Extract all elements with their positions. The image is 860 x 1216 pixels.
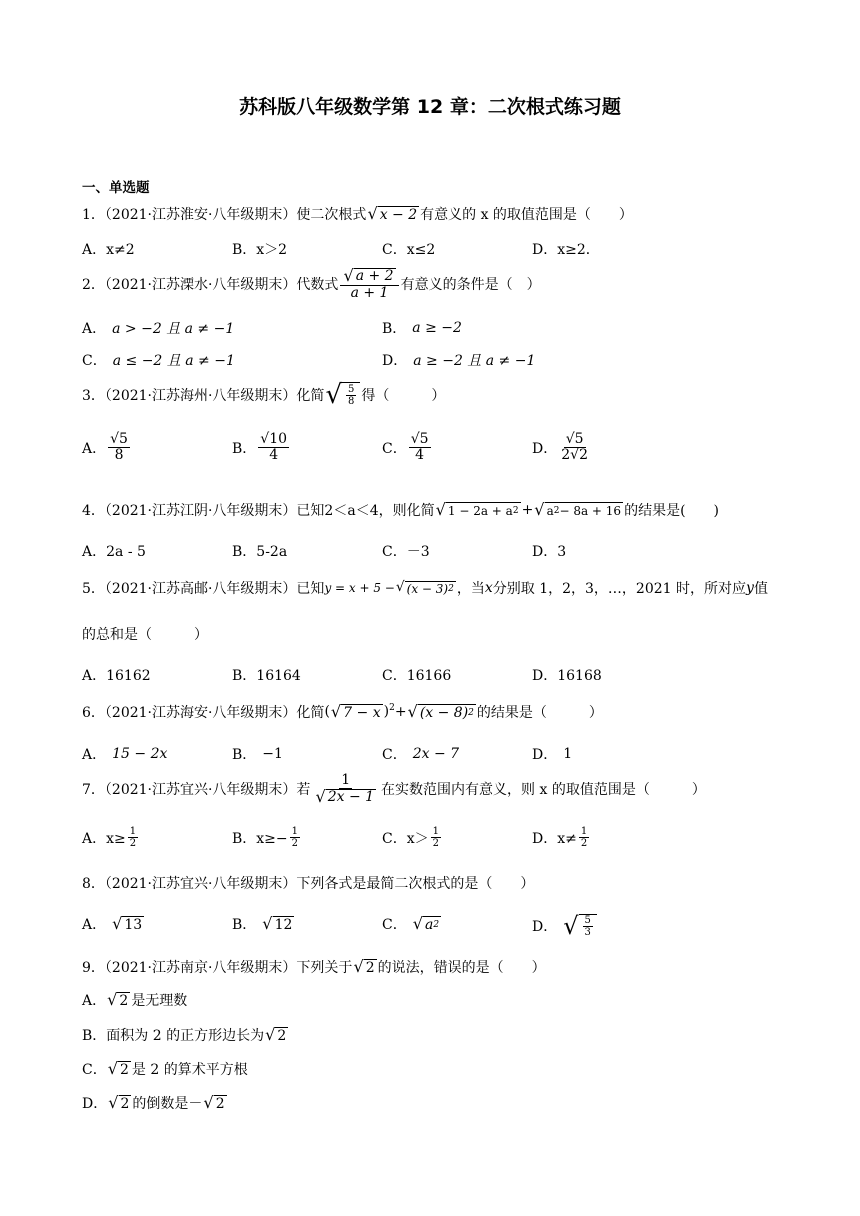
q2-option-c[interactable]: C． a ≤ −2 且 a ≠ −1 [82,353,235,369]
sqrt-expression: √ (x − 8) 2 [407,701,474,721]
fraction: 1 √ 2x − 1 [315,772,375,807]
q6-option-a[interactable]: A． 15 − 2x [82,746,168,763]
q4-option-a[interactable]: A．2a - 5 [82,544,146,560]
page-title: 苏科版八年级数学第 12 章：二次根式练习题 [239,96,621,118]
q9-stem-end: 的说法，错误的是（ ） [377,960,546,976]
sqrt-expression: √ x − 2 [367,203,418,223]
q6-stem-start: 6．（2021·江苏海安·八年级期末）化简 [82,705,325,721]
q7-option-c[interactable]: C．x＞ $\frac{1}{2}$ [382,826,439,849]
question-9: 9．（2021·江苏南京·八年级期末）下列关于 √ 2 的说法，错误的是（ ） [82,956,546,976]
q3-stem-end: 得（ ） [361,388,446,404]
sqrt-fraction: √ $\frac{5}{8}$ [325,382,360,408]
question-7 [82,773,706,806]
q7-stem-start: 7．（2021·江苏宜兴·八年级期末）若 [82,782,311,799]
q2-option-a[interactable]: A． a > −2 且 a ≠ −1 [82,321,235,337]
q2-stem-start: 2．（2021·江苏溧水·八年级期末）代数式 [82,277,339,294]
q3-option-d[interactable]: D． $\frac{√5}{2√2}$ [532,431,588,464]
q2-option-d[interactable]: D． a ≥ −2 且 a ≠ −1 [382,353,536,369]
q8-option-a[interactable]: A． √ 13 [82,913,143,933]
q1-stem-end: 有意义的 x 的取值范围是（ ） [420,207,633,223]
q6-option-b[interactable]: B． −1 [232,746,283,763]
q8-option-b[interactable]: B． √ 12 [232,913,293,933]
q8-option-d[interactable]: D． √ $\frac{5}{3}$ [532,914,598,938]
q9-option-d[interactable]: D． √ 2 的倒数是－ √ 2 [82,1092,225,1112]
q3-option-a[interactable]: A． $\frac{√5}{8}$ [82,431,128,464]
q2-option-b[interactable]: B． a ≥ −2 [382,320,462,337]
sqrt-squared: ( √ 7 − x )$^2$ [324,701,395,721]
q4-stem-end: 的结果是( ) [624,503,720,519]
q7-option-a[interactable]: A．x≥ $\frac{1}{2}$ [82,826,137,849]
q1-option-a[interactable]: A．x≠2 [82,242,135,258]
question-5: 5．（2021·江苏高邮·八年级期末）已知 y = x + 5 − √ (x − 3) 2 ，当 x 分别取 1，2，3，…，2021 时，所对应 y 值 [82,578,768,597]
q3-option-c[interactable]: C． $\frac{√5}{4}$ [382,431,429,464]
q5-stem-continued: 的总和是（ ） [82,627,208,643]
q9-option-c[interactable]: C． √ 2 是 2 的算术平方根 [82,1058,248,1078]
question-2 [82,268,541,301]
q5-option-a[interactable]: A．16162 [82,668,151,684]
q2-stem-end: 有意义的条件是（ ） [400,277,541,294]
sqrt-expression: √ (x − 3) 2 [395,578,454,596]
q4-option-c[interactable]: C．－3 [382,544,430,560]
q6-stem-end: 的结果是（ ） [476,705,603,721]
q9-stem-start: 9．（2021·江苏南京·八年级期末）下列关于 [82,960,353,976]
q3-stem-start: 3．（2021·江苏海州·八年级期末）化简 [82,388,325,404]
q7-option-b[interactable]: B．x≥− $\frac{1}{2}$ [232,826,299,849]
q4-option-b[interactable]: B．5-2a [232,544,288,560]
question-4: 4．（2021·江苏江阴·八年级期末）已知2＜a＜4，则化简 √ 1 − 2a + a 2 + √ a 2 − 8a + 16 的结果是( ) [82,499,720,519]
q1-option-d[interactable]: D．x≥2． [532,242,600,258]
q9-option-b[interactable]: B．面积为 2 的正方形边长为 √ 2 [82,1024,287,1044]
q3-option-b[interactable]: B． $\frac{√10}{4}$ [232,431,288,464]
question-6: 6．（2021·江苏海安·八年级期末）化简 ( √ 7 − x )$^2$ + √ (x − 8) 2 的结果是（ ） [82,701,603,721]
q1-option-c[interactable]: C．x≤2 [382,242,436,258]
q9-option-a[interactable]: A． √ 2 是无理数 [82,989,188,1009]
q1-stem-start: 1．（2021·江苏淮安·八年级期末）使二次根式 [82,207,367,223]
q6-option-d[interactable]: D． 1 [532,746,573,763]
question-3 [82,382,445,408]
sqrt-expression: √ a 2 − 8a + 16 [534,499,622,519]
q6-option-c[interactable]: C． 2x − 7 [382,746,460,763]
q5-option-c[interactable]: C．16166 [382,668,452,684]
q7-stem-end: 在实数范围内有意义，则 x 的取值范围是（ ） [381,782,706,799]
sqrt-expression: √ 1 − 2a + a 2 [435,499,519,519]
fraction: √ a + 2 a + 1 [340,268,398,301]
section-heading: 一、单选题 [82,180,150,196]
question-1 [82,204,633,224]
q7-option-d[interactable]: D．x≠ $\frac{1}{2}$ [532,826,588,849]
question-8: 8．（2021·江苏宜兴·八年级期末）下列各式是最简二次根式的是（ ） [82,876,535,892]
q8-option-c[interactable]: C． √ a 2 [382,913,440,933]
q4-option-d[interactable]: D．3 [532,544,567,560]
q5-stem-start: 5．（2021·江苏高邮·八年级期末）已知 [82,581,325,597]
q1-option-b[interactable]: B．x＞2 [232,242,288,258]
q4-stem-start: 4．（2021·江苏江阴·八年级期末）已知2＜a＜4，则化简 [82,503,435,519]
q5-option-b[interactable]: B．16164 [232,668,301,684]
q5-option-d[interactable]: D．16168 [532,668,602,684]
